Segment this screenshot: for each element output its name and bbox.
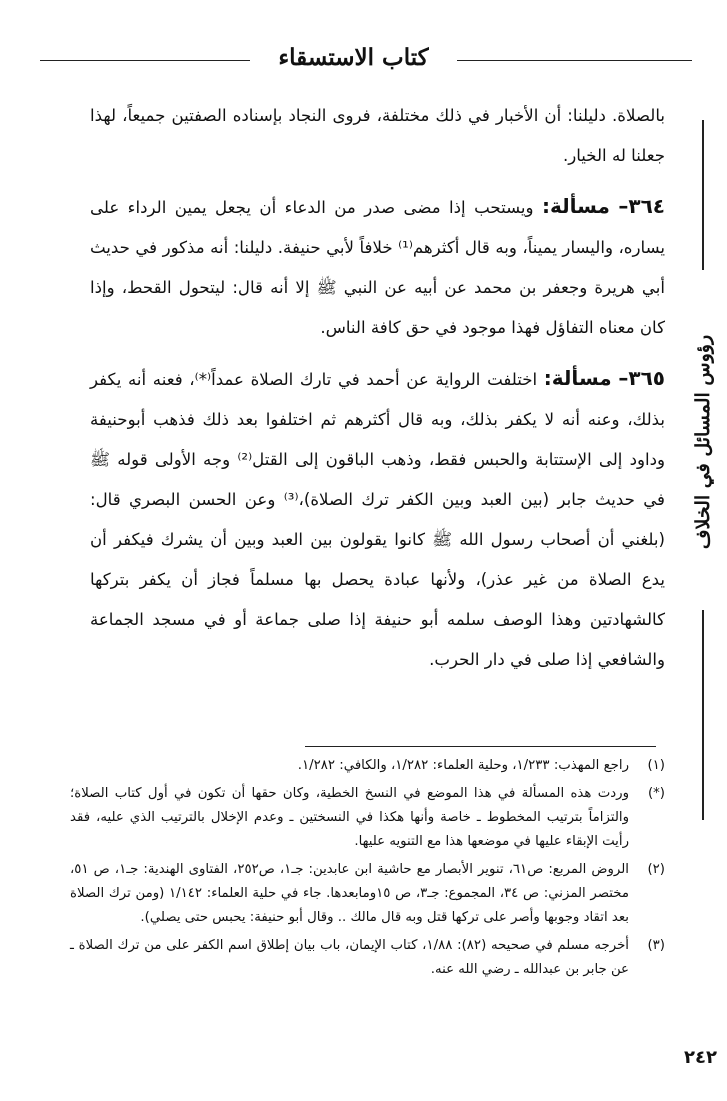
footnote-mark: (*)	[647, 786, 665, 801]
footnote	[70, 782, 665, 854]
header-rule-right	[457, 60, 692, 61]
footnote-text: وردت هذه المسألة في هذا الموضع في النسخ الخطية، وكان حقها أن تكون في أول كتاب الصلاة؛ والتزاماً بترتيب المخطوط ـ خاصة وأنها هكذا في النسختين ـ وعدم الإخلال بالترتيب الذي عليه، فقد رأيت الإبقاء عليها في موضعها هذا مع التنويه عليها.	[70, 786, 629, 849]
footnote	[70, 858, 665, 930]
issue-number: ٣٦٥–	[618, 366, 665, 390]
book-title-vertical: رؤوس المسائل في الخلاف	[692, 334, 714, 550]
header-rule-left	[40, 60, 250, 61]
issue-365	[90, 358, 665, 680]
footnote	[70, 754, 665, 778]
side-rule-top	[702, 120, 704, 270]
footnote-text: راجع المهذب: ١/٢٣٣، وحلية العلماء: ١/٢٨٢، والكافي: ١/٢٨٢.	[297, 758, 629, 773]
footnote-mark: (١)	[647, 758, 665, 773]
footnote-mark: (٣)	[647, 938, 665, 953]
footnote-text: الروض المربع: ص٦١، تنوير الأبصار مع حاشية ابن عابدين: جـ١، ص٢٥٢، الفتاوى الهندية: جـ١، ص ٥١، مختصر المزني: ص ٣٤، المجموع: جـ٣، ص ١٥ومابعدها. جاء في حلية العلماء: ١/١٤٢ (ومن ترك الصلاة بعد اتقاد وجوبها وأصر على تركها قتل وبه قال مالك .. وقال أبو حنيفة: يحبس حتى يصلي).	[70, 862, 629, 925]
continuation-paragraph: بالصلاة. دليلنا: أن الأخبار في ذلك مختلفة، فروى النجاد بإسناده الصفتين جميعاً، لهذا جعلنا له الخيار.	[90, 106, 665, 165]
issue-label: مسألة:	[542, 194, 610, 218]
running-header	[40, 42, 692, 82]
footnote-text: أخرجه مسلم في صحيحه (٨٢): ١/٨٨، كتاب الإيمان، باب بيان إطلاق اسم الكفر على من ترك الصلاة ـ عن جابر بن عبدالله ـ رضي الله عنه.	[70, 938, 629, 977]
issue-number: ٣٦٤–	[618, 194, 665, 218]
footnote-mark: (٢)	[647, 862, 665, 877]
footnote-separator	[305, 746, 656, 747]
main-text	[90, 96, 665, 680]
issue-364	[90, 186, 665, 348]
footnotes	[70, 754, 665, 982]
footnote	[70, 934, 665, 982]
chapter-title: كتاب الاستسقاء	[278, 44, 429, 71]
issue-text: اختلفت الرواية عن أحمد في تارك الصلاة عمداً⁽*⁾، فعنه أنه يكفر بذلك، وعنه أنه لا يكفر بذلك، وبه قال أكثرهم ثم اختلفوا بعد ذلك فذهب أبوحنيفة وداود إلى الإستتابة والحبس فقط، وذهب الباقون إلى القتل⁽²⁾ وجه الأولى قوله ﷺ في حديث جابر (بين العبد وبين الكفر ترك الصلاة)،⁽³⁾ وعن الحسن البصري قال: (بلغني أن أصحاب رسول الله ﷺ كانوا يقولون بين العبد وبين أن يشرك فيكفر أن يدع الصلاة من غير عذر)، ولأنها عبادة يحصل بها مسلماً فجاز أن يكفر بتركها كالشهادتين وهذا الوصف سلمه أبو حنيفة إذا صلى جماعة أو في مسجد الجماعة والشافعي إذا صلى في دار الحرب.	[90, 370, 665, 669]
issue-label: مسألة:	[543, 366, 612, 390]
side-rule-bottom	[702, 610, 704, 820]
side-running-title	[686, 120, 720, 820]
page-number: ٢٤٢	[684, 1047, 717, 1068]
issue-text: ويستحب إذا مضى صدر من الدعاء أن يجعل يمين الرداء على يساره، واليسار يميناً، وبه قال أكثرهم⁽¹⁾ خلافاً لأبي حنيفة. دليلنا: أنه مذكور في حديث أبي هريرة وجعفر بن محمد عن أبيه عن النبي ﷺ إلا أنه قال: ليتحول القحط، وإذا كان معناه التفاؤل فهذا موجود في حق كافة الناس.	[90, 198, 665, 337]
